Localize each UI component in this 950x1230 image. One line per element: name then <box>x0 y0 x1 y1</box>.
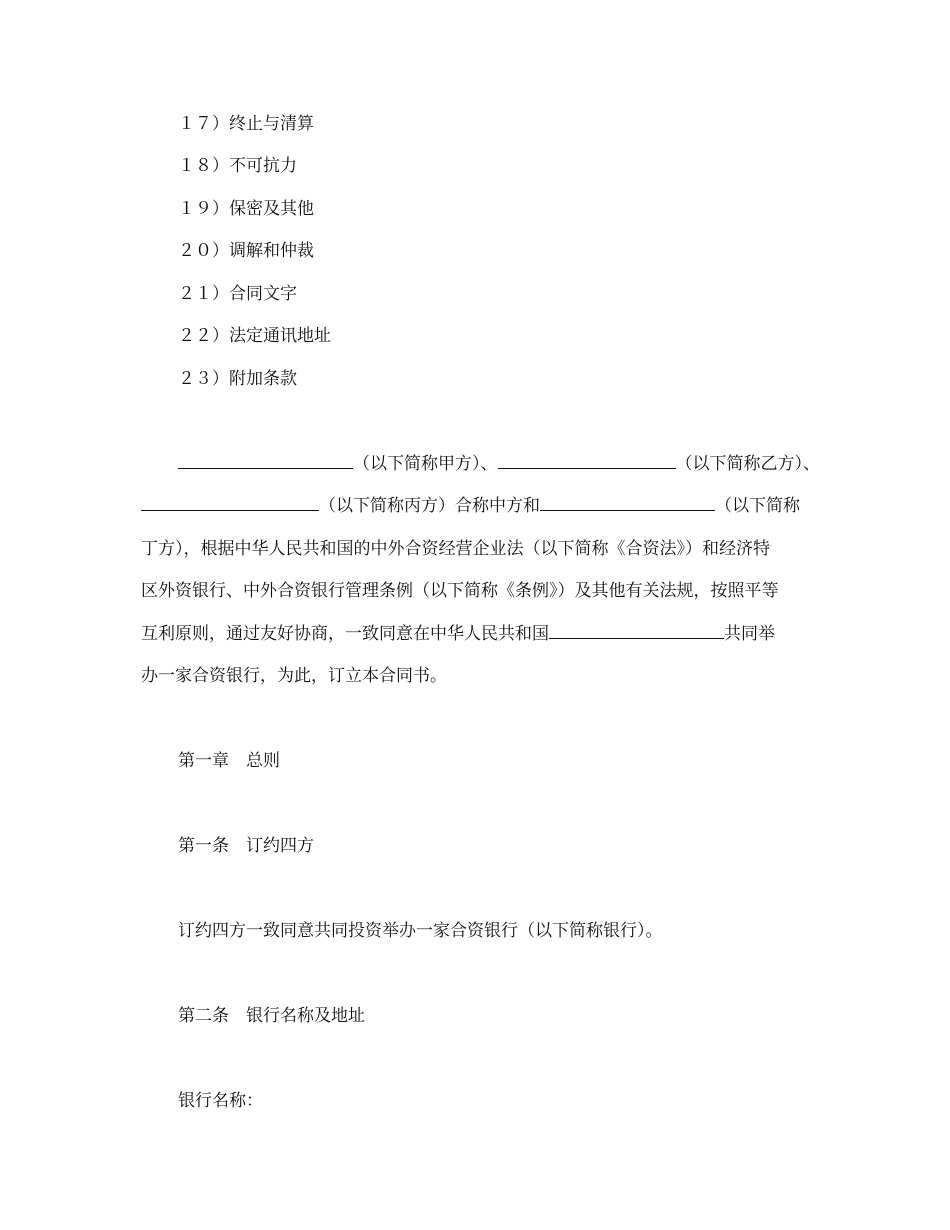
article-body: 订约四方一致同意共同投资举办一家合资银行（以下简称银行）。 <box>178 921 663 941</box>
party-c-blank[interactable] <box>141 494 319 511</box>
location-blank[interactable] <box>549 622 724 639</box>
chapter-title: 第一章 总则 <box>178 751 280 771</box>
toc-item: ２１）合同文字 <box>178 284 297 304</box>
article-title: 第二条 银行名称及地址 <box>178 1006 365 1026</box>
preamble-line-1: （以下简称甲方）、 （以下简称乙方）、 <box>178 452 820 476</box>
party-a-blank[interactable] <box>178 452 353 469</box>
toc-item: ２３）附加条款 <box>178 369 297 389</box>
party-d-blank[interactable] <box>540 494 715 511</box>
preamble-line-3: 丁方），根据中华人民共和国的中外合资经营企业法（以下简称《合资法》）和经济特 <box>141 539 770 559</box>
party-b-blank[interactable] <box>498 452 676 469</box>
toc-item: １８）不可抗力 <box>178 156 297 176</box>
toc-item: ２０）调解和仲裁 <box>178 241 314 261</box>
preamble-line-4: 区外资银行、中外合资银行管理条例（以下简称《条例》）及其他有关法规，按照平等 <box>141 581 779 601</box>
preamble-line-6: 办一家合资银行，为此，订立本合同书。 <box>141 666 447 686</box>
article-title: 第一条 订约四方 <box>178 836 314 856</box>
toc-item: １９）保密及其他 <box>178 199 314 219</box>
toc-item: １７）终止与清算 <box>178 114 314 134</box>
preamble-line-2: （以下简称丙方）合称中方和 （以下简称 <box>141 494 800 518</box>
bank-name-label: 银行名称： <box>178 1091 263 1111</box>
preamble-line-5: 互利原则，通过友好协商，一致同意在中华人民共和国 共同举 <box>141 624 775 644</box>
toc-item: ２２）法定通讯地址 <box>178 326 331 346</box>
